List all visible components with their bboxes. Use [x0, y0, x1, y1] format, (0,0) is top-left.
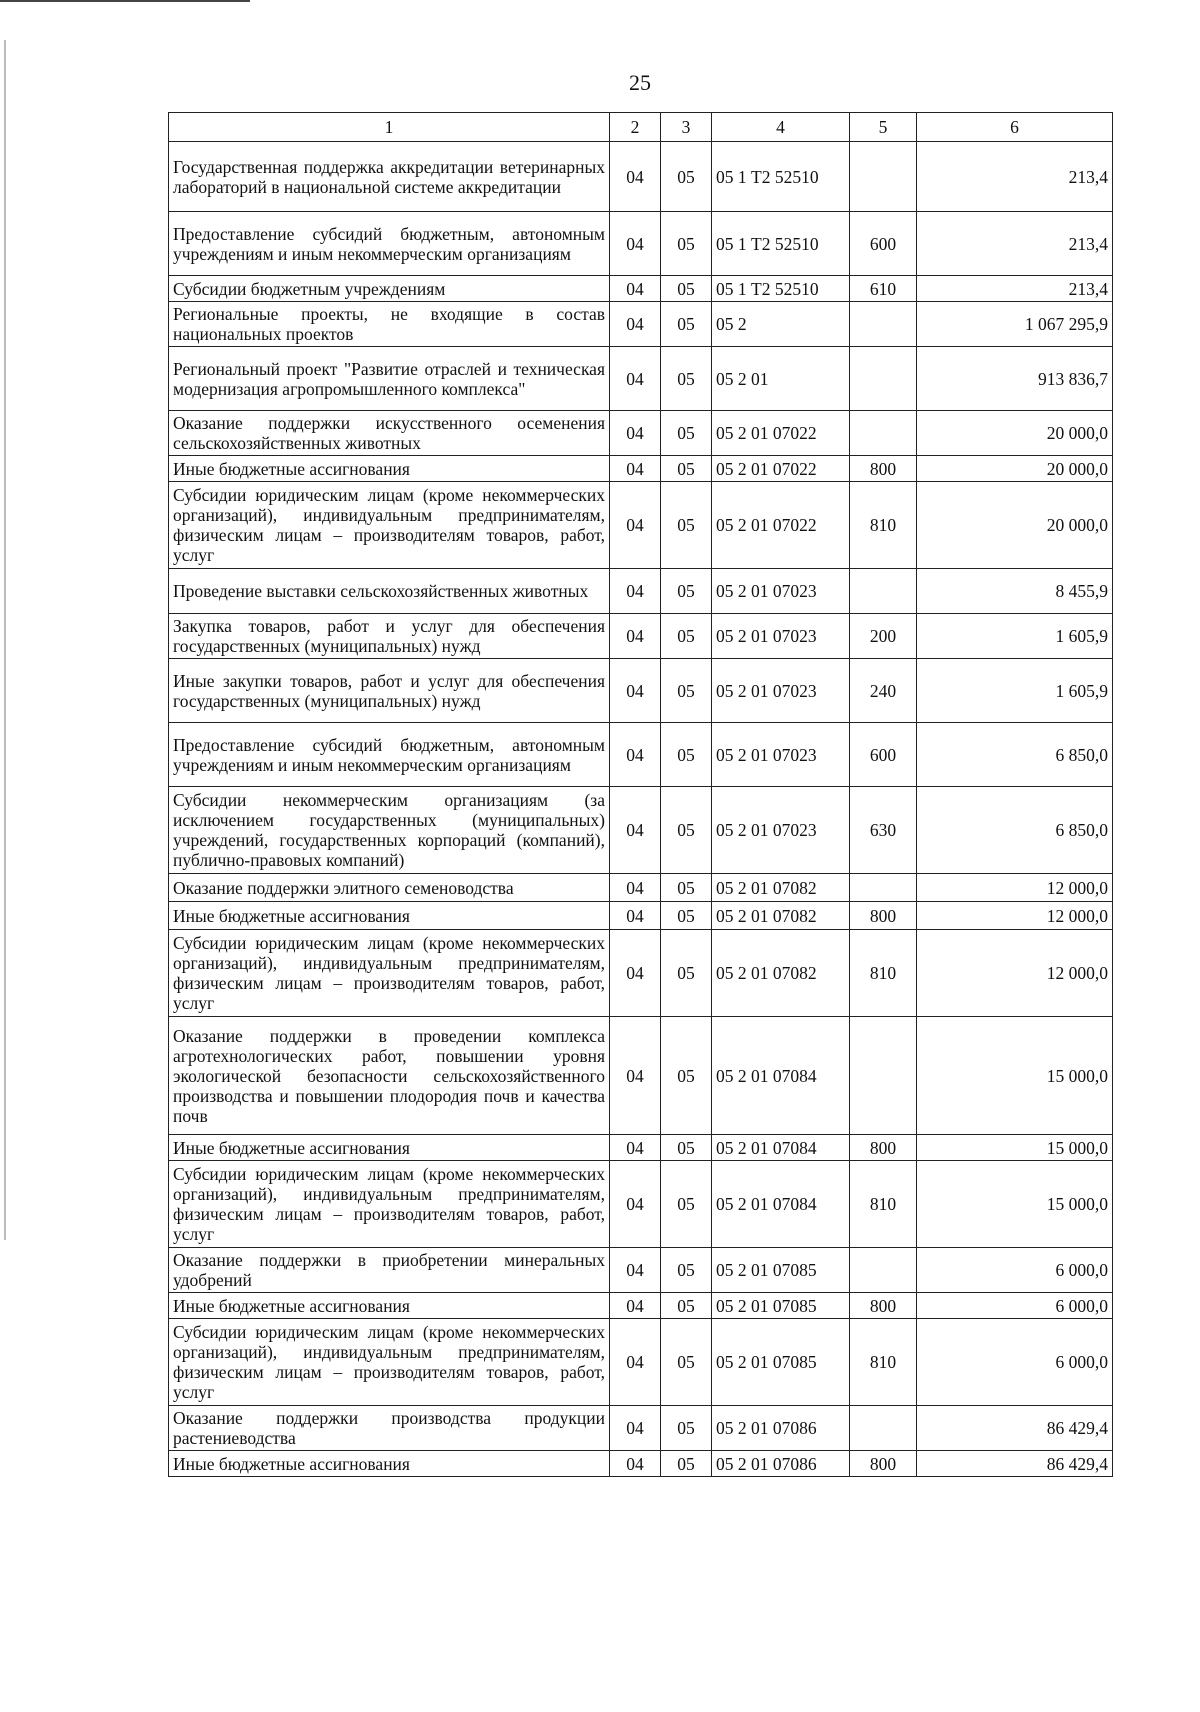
row-name-cell: Закупка товаров, работ и услуг для обеспечения государственных (муниципальных) нужд	[169, 614, 610, 659]
row-section-cell: 04	[610, 1293, 661, 1319]
row-section-cell: 04	[610, 723, 661, 787]
row-section-cell: 04	[610, 276, 661, 302]
row-amount-cell: 8 455,9	[917, 569, 1113, 614]
row-section-cell: 04	[610, 874, 661, 902]
row-target-code-cell: 05 1 Т2 52510	[712, 212, 850, 276]
row-section-cell: 04	[610, 930, 661, 1017]
row-section-cell: 04	[610, 347, 661, 411]
table-row	[169, 1319, 1113, 1406]
row-amount-cell: 1 605,9	[917, 614, 1113, 659]
row-expense-type-cell	[850, 411, 917, 456]
row-subsection-cell: 05	[661, 614, 712, 659]
table-row	[169, 874, 1113, 902]
table-row	[169, 411, 1113, 456]
table-row	[169, 614, 1113, 659]
row-section-cell: 04	[610, 1135, 661, 1161]
row-subsection-cell: 05	[661, 569, 712, 614]
scan-edge-top	[0, 0, 250, 2]
row-expense-type-cell: 240	[850, 659, 917, 723]
row-expense-type-cell: 810	[850, 1161, 917, 1248]
row-target-code-cell: 05 2 01 07022	[712, 482, 850, 569]
row-section-cell: 04	[610, 302, 661, 347]
row-amount-cell: 213,4	[917, 276, 1113, 302]
row-amount-cell: 12 000,0	[917, 930, 1113, 1017]
row-subsection-cell: 05	[661, 787, 712, 874]
row-amount-cell: 12 000,0	[917, 874, 1113, 902]
row-expense-type-cell	[850, 142, 917, 212]
row-expense-type-cell: 800	[850, 1451, 917, 1477]
row-target-code-cell: 05 2 01 07086	[712, 1406, 850, 1451]
table-row	[169, 569, 1113, 614]
row-target-code-cell: 05 2 01 07023	[712, 614, 850, 659]
row-subsection-cell: 05	[661, 874, 712, 902]
row-target-code-cell: 05 2 01 07082	[712, 874, 850, 902]
column-header: 2	[610, 113, 661, 142]
row-section-cell: 04	[610, 902, 661, 930]
row-name-cell: Субсидии юридическим лицам (кроме некоммерческих организаций), индивидуальным предпринимателям, физическим лицам – производителям товаров, работ, услуг	[169, 1319, 610, 1406]
table-row	[169, 1406, 1113, 1451]
row-expense-type-cell	[850, 1248, 917, 1293]
column-header: 4	[712, 113, 850, 142]
row-name-cell: Региональный проект "Развитие отраслей и техническая модернизация агропромышленного комплекса"	[169, 347, 610, 411]
row-expense-type-cell	[850, 347, 917, 411]
table-row	[169, 1293, 1113, 1319]
row-amount-cell: 6 000,0	[917, 1293, 1113, 1319]
row-expense-type-cell: 810	[850, 1319, 917, 1406]
row-expense-type-cell	[850, 1406, 917, 1451]
row-section-cell: 04	[610, 1406, 661, 1451]
table-row	[169, 302, 1113, 347]
row-subsection-cell: 05	[661, 411, 712, 456]
row-amount-cell: 213,4	[917, 212, 1113, 276]
row-subsection-cell: 05	[661, 1161, 712, 1248]
row-target-code-cell: 05 2 01 07085	[712, 1319, 850, 1406]
table-row	[169, 276, 1113, 302]
row-name-cell: Иные бюджетные ассигнования	[169, 1135, 610, 1161]
row-target-code-cell: 05 2 01 07082	[712, 930, 850, 1017]
row-name-cell: Оказание поддержки в проведении комплекса агротехнологических работ, повышении уровня экологической безопасности сельскохозяйственного производства и повышении плодородия почв и качества почв	[169, 1017, 610, 1135]
row-target-code-cell: 05 2 01 07023	[712, 659, 850, 723]
table-row	[169, 212, 1113, 276]
row-expense-type-cell: 800	[850, 902, 917, 930]
row-name-cell: Иные бюджетные ассигнования	[169, 1293, 610, 1319]
row-amount-cell: 86 429,4	[917, 1451, 1113, 1477]
row-name-cell: Оказание поддержки элитного семеноводства	[169, 874, 610, 902]
row-name-cell: Иные бюджетные ассигнования	[169, 456, 610, 482]
row-section-cell: 04	[610, 787, 661, 874]
row-amount-cell: 20 000,0	[917, 456, 1113, 482]
row-name-cell: Предоставление субсидий бюджетным, автономным учреждениям и иным некоммерческим организациям	[169, 723, 610, 787]
table-row	[169, 659, 1113, 723]
table-row	[169, 142, 1113, 212]
row-section-cell: 04	[610, 212, 661, 276]
row-target-code-cell: 05 2 01 07086	[712, 1451, 850, 1477]
row-subsection-cell: 05	[661, 482, 712, 569]
row-amount-cell: 6 000,0	[917, 1319, 1113, 1406]
row-target-code-cell: 05 2 01 07023	[712, 569, 850, 614]
row-subsection-cell: 05	[661, 930, 712, 1017]
row-expense-type-cell: 630	[850, 787, 917, 874]
row-subsection-cell: 05	[661, 347, 712, 411]
table-row	[169, 787, 1113, 874]
row-subsection-cell: 05	[661, 902, 712, 930]
row-subsection-cell: 05	[661, 659, 712, 723]
table-row	[169, 1248, 1113, 1293]
row-target-code-cell: 05 2 01	[712, 347, 850, 411]
scan-edge-left	[4, 40, 6, 1240]
row-subsection-cell: 05	[661, 1451, 712, 1477]
row-subsection-cell: 05	[661, 1017, 712, 1135]
row-name-cell: Субсидии юридическим лицам (кроме некоммерческих организаций), индивидуальным предпринимателям, физическим лицам – производителям товаров, работ, услуг	[169, 482, 610, 569]
row-section-cell: 04	[610, 659, 661, 723]
row-subsection-cell: 05	[661, 1135, 712, 1161]
table-row	[169, 723, 1113, 787]
row-amount-cell: 15 000,0	[917, 1017, 1113, 1135]
row-subsection-cell: 05	[661, 212, 712, 276]
row-expense-type-cell	[850, 1017, 917, 1135]
row-expense-type-cell: 800	[850, 1293, 917, 1319]
row-name-cell: Субсидии юридическим лицам (кроме некоммерческих организаций), индивидуальным предпринимателям, физическим лицам – производителям товаров, работ, услуг	[169, 930, 610, 1017]
row-name-cell: Иные бюджетные ассигнования	[169, 902, 610, 930]
page-number: 25	[629, 70, 651, 95]
row-amount-cell: 1 067 295,9	[917, 302, 1113, 347]
row-name-cell: Иные бюджетные ассигнования	[169, 1451, 610, 1477]
row-expense-type-cell: 810	[850, 482, 917, 569]
row-amount-cell: 15 000,0	[917, 1135, 1113, 1161]
row-expense-type-cell: 800	[850, 456, 917, 482]
row-amount-cell: 12 000,0	[917, 902, 1113, 930]
row-name-cell: Государственная поддержка аккредитации ветеринарных лабораторий в национальной системе аккредитации	[169, 142, 610, 212]
row-target-code-cell: 05 2 01 07085	[712, 1248, 850, 1293]
row-name-cell: Региональные проекты, не входящие в состав национальных проектов	[169, 302, 610, 347]
row-expense-type-cell: 600	[850, 212, 917, 276]
table-row	[169, 1451, 1113, 1477]
row-expense-type-cell: 810	[850, 930, 917, 1017]
row-section-cell: 04	[610, 482, 661, 569]
row-name-cell: Оказание поддержки искусственного осеменения сельскохозяйственных животных	[169, 411, 610, 456]
row-name-cell: Оказание поддержки производства продукции растениеводства	[169, 1406, 610, 1451]
table-row	[169, 1161, 1113, 1248]
row-subsection-cell: 05	[661, 1406, 712, 1451]
column-header: 5	[850, 113, 917, 142]
table-row	[169, 902, 1113, 930]
row-section-cell: 04	[610, 456, 661, 482]
row-subsection-cell: 05	[661, 142, 712, 212]
row-subsection-cell: 05	[661, 456, 712, 482]
row-subsection-cell: 05	[661, 1293, 712, 1319]
row-target-code-cell: 05 2 01 07084	[712, 1161, 850, 1248]
row-amount-cell: 1 605,9	[917, 659, 1113, 723]
row-target-code-cell: 05 1 Т2 52510	[712, 276, 850, 302]
row-subsection-cell: 05	[661, 1319, 712, 1406]
row-expense-type-cell: 610	[850, 276, 917, 302]
column-header: 3	[661, 113, 712, 142]
row-name-cell: Предоставление субсидий бюджетным, автономным учреждениям и иным некоммерческим организациям	[169, 212, 610, 276]
row-amount-cell: 6 850,0	[917, 787, 1113, 874]
row-name-cell: Субсидии бюджетным учреждениям	[169, 276, 610, 302]
row-amount-cell: 20 000,0	[917, 482, 1113, 569]
row-amount-cell: 6 850,0	[917, 723, 1113, 787]
row-expense-type-cell: 800	[850, 1135, 917, 1161]
row-section-cell: 04	[610, 1017, 661, 1135]
row-target-code-cell: 05 2 01 07085	[712, 1293, 850, 1319]
table-row	[169, 1017, 1113, 1135]
table-row	[169, 930, 1113, 1017]
row-name-cell: Проведение выставки сельскохозяйственных животных	[169, 569, 610, 614]
row-subsection-cell: 05	[661, 302, 712, 347]
row-section-cell: 04	[610, 1451, 661, 1477]
row-amount-cell: 86 429,4	[917, 1406, 1113, 1451]
row-expense-type-cell	[850, 569, 917, 614]
row-name-cell: Субсидии некоммерческим организациям (за исключением государственных (муниципальных) учреждений, государственных корпораций (компаний), публично-правовых компаний)	[169, 787, 610, 874]
table-header-row	[169, 113, 1113, 142]
row-target-code-cell: 05 2 01 07084	[712, 1017, 850, 1135]
table-row	[169, 347, 1113, 411]
row-section-cell: 04	[610, 614, 661, 659]
row-target-code-cell: 05 2 01 07082	[712, 902, 850, 930]
row-name-cell: Иные закупки товаров, работ и услуг для обеспечения государственных (муниципальных) нужд	[169, 659, 610, 723]
row-section-cell: 04	[610, 1248, 661, 1293]
budget-table	[168, 112, 1113, 1477]
row-name-cell: Субсидии юридическим лицам (кроме некоммерческих организаций), индивидуальным предпринимателям, физическим лицам – производителям товаров, работ, услуг	[169, 1161, 610, 1248]
row-name-cell: Оказание поддержки в приобретении минеральных удобрений	[169, 1248, 610, 1293]
row-expense-type-cell	[850, 302, 917, 347]
row-amount-cell: 213,4	[917, 142, 1113, 212]
row-target-code-cell: 05 2 01 07023	[712, 787, 850, 874]
row-target-code-cell: 05 1 Т2 52510	[712, 142, 850, 212]
row-amount-cell: 15 000,0	[917, 1161, 1113, 1248]
row-section-cell: 04	[610, 142, 661, 212]
column-header: 1	[169, 113, 610, 142]
row-target-code-cell: 05 2 01 07084	[712, 1135, 850, 1161]
row-expense-type-cell	[850, 874, 917, 902]
row-target-code-cell: 05 2	[712, 302, 850, 347]
table-row	[169, 1135, 1113, 1161]
row-section-cell: 04	[610, 569, 661, 614]
column-header: 6	[917, 113, 1113, 142]
row-section-cell: 04	[610, 1161, 661, 1248]
row-expense-type-cell: 600	[850, 723, 917, 787]
row-section-cell: 04	[610, 1319, 661, 1406]
table-row	[169, 482, 1113, 569]
row-amount-cell: 6 000,0	[917, 1248, 1113, 1293]
row-subsection-cell: 05	[661, 1248, 712, 1293]
row-subsection-cell: 05	[661, 723, 712, 787]
row-target-code-cell: 05 2 01 07022	[712, 411, 850, 456]
row-subsection-cell: 05	[661, 276, 712, 302]
row-target-code-cell: 05 2 01 07022	[712, 456, 850, 482]
row-amount-cell: 913 836,7	[917, 347, 1113, 411]
row-expense-type-cell: 200	[850, 614, 917, 659]
row-section-cell: 04	[610, 411, 661, 456]
table-row	[169, 456, 1113, 482]
row-amount-cell: 20 000,0	[917, 411, 1113, 456]
row-target-code-cell: 05 2 01 07023	[712, 723, 850, 787]
